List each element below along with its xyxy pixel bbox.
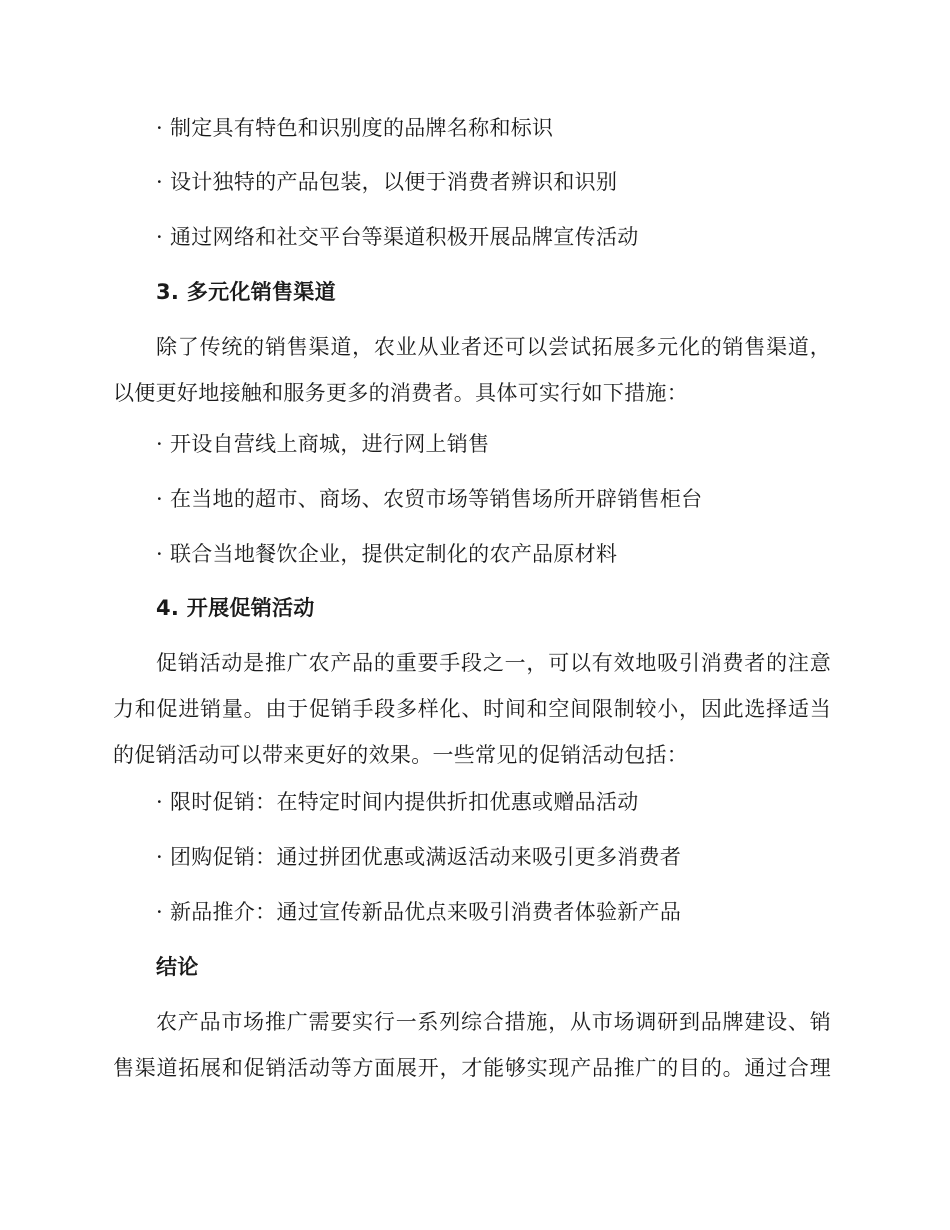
list-item: · 团购促销：通过拼团优惠或满返活动来吸引更多消费者: [156, 845, 682, 869]
section-heading: 结论: [156, 955, 199, 979]
paragraph-line: 力和促进销量。由于促销手段多样化、时间和空间限制较小，因此选择适当: [113, 697, 831, 721]
paragraph-line: 售渠道拓展和促销活动等方面展开，才能够实现产品推广的目的。通过合理: [113, 1056, 831, 1080]
list-item: · 联合当地餐饮企业，提供定制化的农产品原材料: [156, 542, 618, 566]
paragraph-line: 促销活动是推广农产品的重要手段之一，可以有效地吸引消费者的注意: [156, 651, 831, 675]
paragraph-line: 农产品市场推广需要实行一系列综合措施，从市场调研到品牌建设、销: [156, 1010, 831, 1034]
list-item: · 通过网络和社交平台等渠道积极开展品牌宣传活动: [156, 225, 639, 249]
list-item: · 设计独特的产品包装，以便于消费者辨识和识别: [156, 170, 618, 194]
list-item: · 限时促销：在特定时间内提供折扣优惠或赠品活动: [156, 790, 639, 814]
paragraph-line: 除了传统的销售渠道，农业从业者还可以尝试拓展多元化的销售渠道，: [156, 335, 831, 359]
list-item: · 制定具有特色和识别度的品牌名称和标识: [156, 116, 554, 140]
list-item: · 在当地的超市、商场、农贸市场等销售场所开辟销售柜台: [156, 487, 703, 511]
list-item: · 开设自营线上商城，进行网上销售: [156, 432, 490, 456]
list-item: · 新品推介：通过宣传新品优点来吸引消费者体验新产品: [156, 900, 682, 924]
section-heading: 4. 开展促销活动: [156, 596, 315, 620]
paragraph-line: 的促销活动可以带来更好的效果。一些常见的促销活动包括：: [113, 743, 689, 767]
paragraph-line: 以便更好地接触和服务更多的消费者。具体可实行如下措施：: [113, 381, 689, 405]
section-heading: 3. 多元化销售渠道: [156, 280, 336, 304]
